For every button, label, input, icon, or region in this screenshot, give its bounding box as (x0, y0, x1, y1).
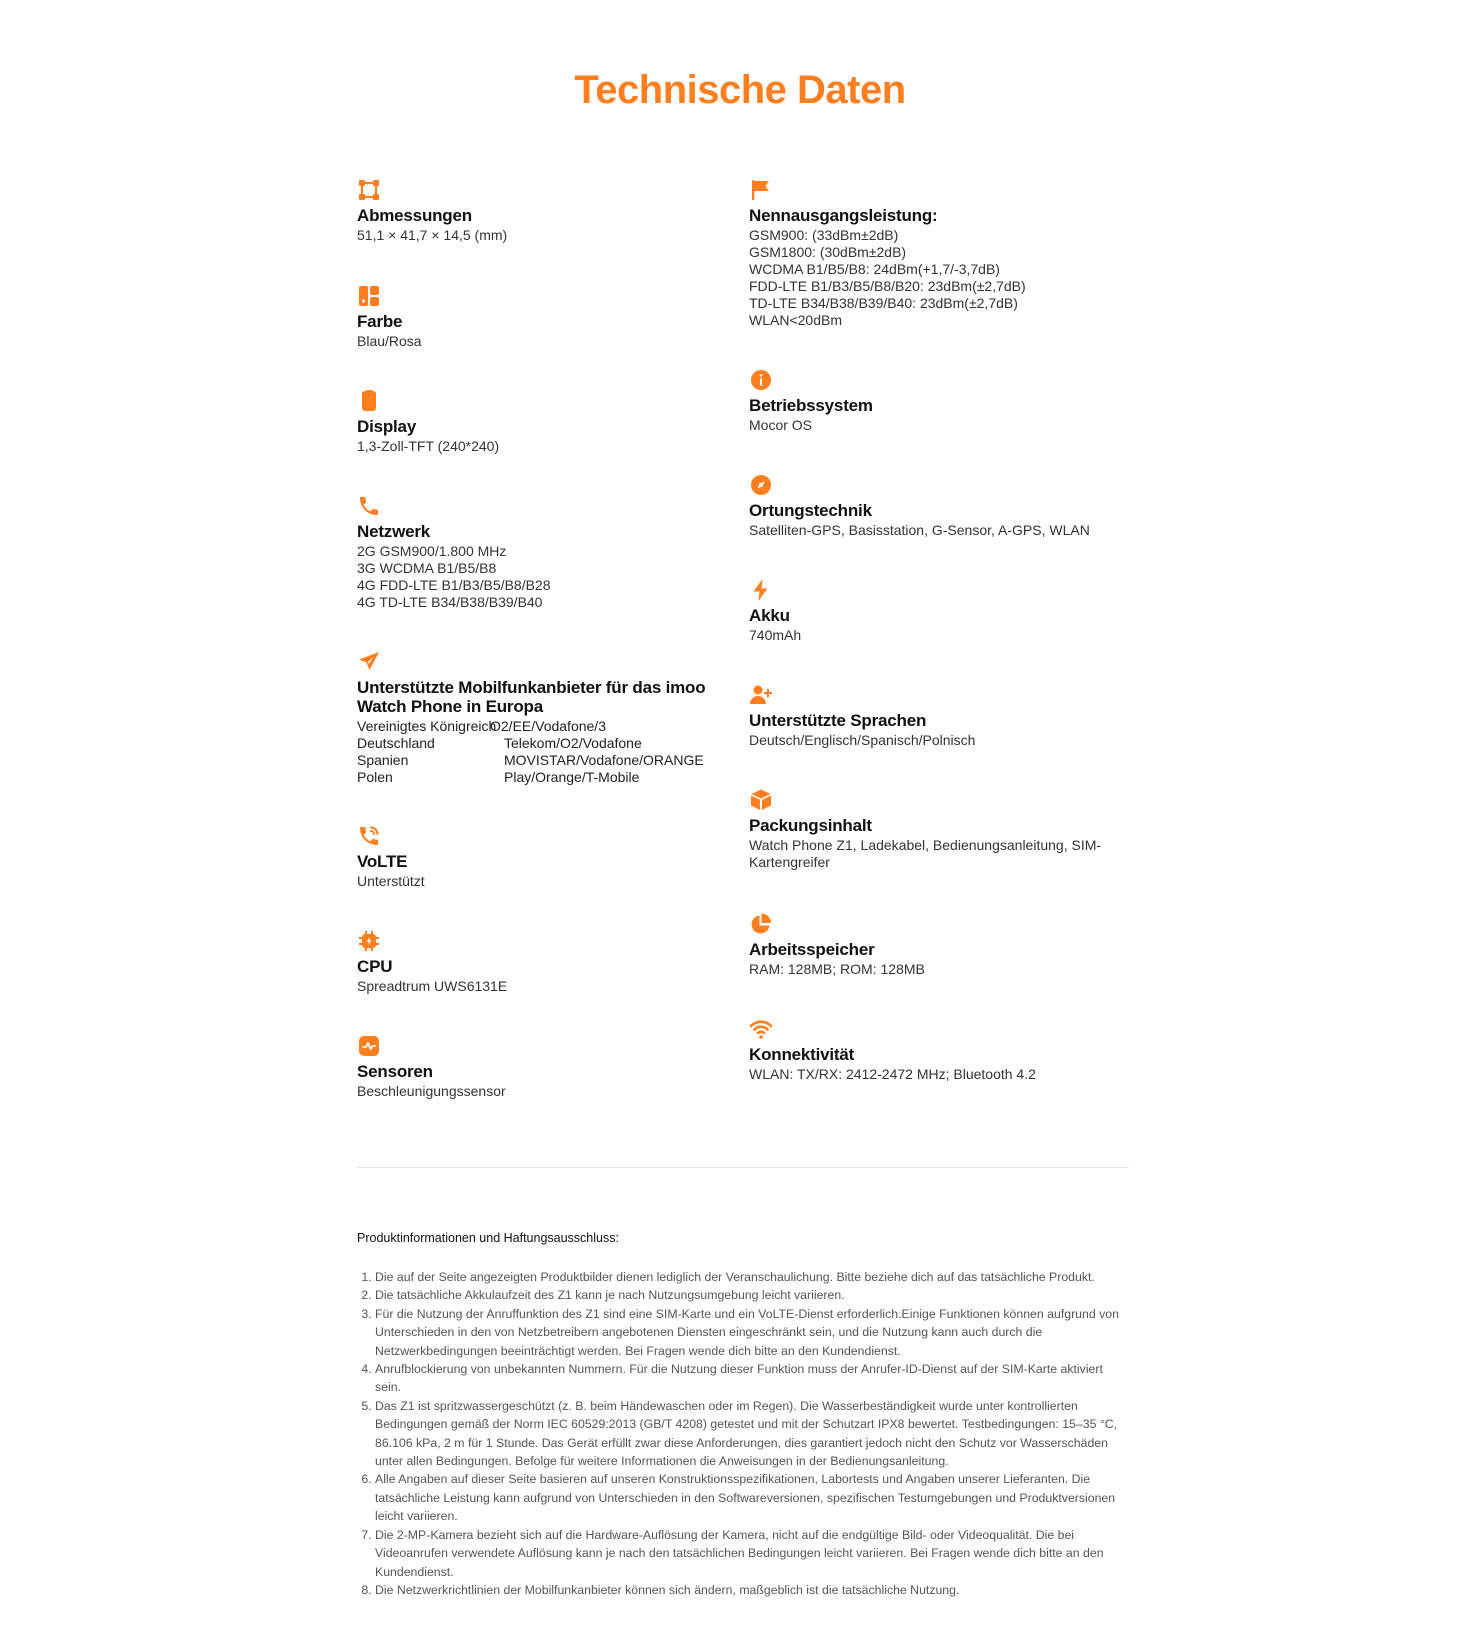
user-add-icon (749, 683, 773, 707)
spec-value-line: GSM900: (33dBm±2dB) (749, 227, 899, 243)
package-box-icon (749, 788, 773, 812)
spec-package (749, 788, 1129, 912)
pie-chart-icon (749, 912, 773, 936)
spec-connectivity (749, 1017, 1129, 1122)
spec-value (749, 961, 1129, 978)
spec-value (357, 1083, 737, 1100)
disclaimer-item: 6. Alle Angaben auf dieser Seite basieren auf unseren Konstruktionsspezifikationen, Labortests und Angaben unserer Lieferanten. Die tatsächliche Leistung kann aufgrund von Unterschieden in den Softwareversionen, spezifischen Testumgebungen und Produktversionen leicht variieren. (375, 1470, 1129, 1525)
spec-value (357, 333, 737, 350)
spec-value-line: 4G FDD-LTE B1/B3/B5/B8/B28 (357, 577, 551, 593)
spec-label: Abmessungen (357, 206, 472, 225)
spec-languages (749, 683, 1129, 788)
spec-value-line: 51,1 × 41,7 × 14,5 (mm) (357, 227, 508, 243)
spec-value-line: Unterstützt (357, 873, 425, 889)
spec-value-line: FDD-LTE B1/B3/B5/B8/B20: 23dBm(±2,7dB) (749, 278, 1026, 294)
spec-carriers (357, 650, 737, 824)
flag-icon (749, 178, 773, 202)
spec-display (357, 389, 737, 494)
spec-value (357, 227, 737, 244)
spec-location (749, 473, 1129, 578)
carrier-country: Deutschland (357, 735, 435, 751)
spec-value (749, 627, 1129, 644)
spec-value (749, 417, 1129, 434)
spec-battery (749, 578, 1129, 683)
spec-dimensions (357, 178, 737, 284)
spec-value-line: Mocor OS (749, 417, 813, 433)
spec-label: Konnektivität (749, 1045, 855, 1064)
carrier-providers: MOVISTAR/Vodafone/ORANGE (504, 752, 704, 768)
carrier-row (357, 769, 737, 786)
page-title: Technische Daten (574, 68, 906, 112)
spec-value-line: Beschleunigungssensor (357, 1083, 506, 1099)
carrier-country: Polen (357, 769, 393, 785)
compass-icon (749, 473, 773, 497)
spec-value-line: 4G TD-LTE B34/B38/B39/B40 (357, 594, 543, 610)
spec-value-line: Deutsch/Englisch/Spanisch/Polnisch (749, 732, 976, 748)
disclaimer-list (357, 1268, 1129, 1599)
spec-value-line: 1,3-Zoll-TFT (240*240) (357, 438, 500, 454)
spec-sensors (357, 1034, 737, 1139)
spec-memory (749, 912, 1129, 1017)
spec-label: Farbe (357, 312, 403, 331)
spec-label: Sensoren (357, 1062, 433, 1081)
spec-value (749, 1066, 1129, 1083)
dimensions-icon (357, 178, 381, 202)
spec-value (357, 438, 737, 455)
disclaimer-title: Produktinformationen und Haftungsausschluss: (357, 1231, 619, 1245)
carrier-providers: O2/EE/Vodafone/3 (490, 718, 606, 734)
spec-label: Ortungstechnik (749, 501, 872, 520)
carrier-table (357, 718, 737, 786)
carrier-country: Vereinigtes Königreich (357, 718, 497, 734)
disclaimer-item: 5. Das Z1 ist spritzwassergeschützt (z. B. beim Händewaschen oder im Regen). Die Wasserbeständigkeit wurde unter kontrollierten Bedingungen gemäß der Norm IEC 60529:2013 (GB/T 4208) getestet und mit der Schutzart IPX8 bewertet. Testbedingungen: 15–35 °C, 86.106 kPa, 2 m für 1 Stunde. Das Gerät erfüllt zwar diese Anforderungen, dies garantiert jedoch nicht den Schutz vor Wasserschäden unter allen Bedingungen. Befolge für weitere Informationen die Anweisungen in der Bedienungsanleitung. (375, 1397, 1129, 1471)
spec-label: Nennausgangsleistung: (749, 206, 938, 225)
spec-value-line: WLAN: TX/RX: 2412-2472 MHz; Bluetooth 4.2 (749, 1066, 1036, 1082)
cpu-chip-icon (357, 929, 381, 953)
spec-value-line: Spreadtrum UWS6131E (357, 978, 508, 994)
spec-value (749, 522, 1129, 539)
spec-label: VoLTE (357, 852, 408, 871)
phone-icon (357, 494, 381, 518)
spec-value-line: Blau/Rosa (357, 333, 422, 349)
spec-value-line: WLAN<20dBm (749, 312, 842, 328)
spec-label: Arbeitsspeicher (749, 940, 875, 959)
color-palette-icon (357, 284, 381, 308)
spec-value (357, 543, 737, 611)
carrier-row (357, 735, 737, 752)
info-icon (749, 368, 773, 392)
spec-label: Akku (749, 606, 790, 625)
spec-value-line: Satelliten-GPS, Basisstation, G-Sensor, A-GPS, WLAN (749, 522, 1090, 538)
spec-value (357, 873, 737, 890)
spec-value-line: TD-LTE B34/B38/B39/B40: 23dBm(±2,7dB) (749, 295, 1018, 311)
spec-value-line: Watch Phone Z1, Ladekabel, Bedienungsanleitung, SIM- (749, 837, 1102, 853)
spec-value (357, 978, 737, 995)
spec-label: Packungsinhalt (749, 816, 872, 835)
spec-os (749, 368, 1129, 473)
spec-value-line: 3G WCDMA B1/B5/B8 (357, 560, 497, 576)
spec-value (749, 227, 1129, 329)
spec-value (749, 732, 1129, 749)
spec-color (357, 284, 737, 389)
spec-cpu (357, 929, 737, 1034)
carrier-row (357, 752, 737, 769)
spec-value-line: Kartengreifer (749, 854, 830, 870)
spec-value-line: 2G GSM900/1.800 MHz (357, 543, 507, 559)
spec-output-power (749, 178, 1129, 368)
paper-plane-icon (357, 650, 381, 674)
carrier-country: Spanien (357, 752, 409, 768)
spec-value-line: GSM1800: (30dBm±2dB) (749, 244, 907, 260)
phone-call-icon (357, 824, 381, 848)
display-icon (357, 389, 381, 413)
spec-label: Unterstützte Sprachen (749, 711, 927, 730)
disclaimer-item: 7. Die 2-MP-Kamera bezieht sich auf die Hardware-Auflösung der Kamera, nicht auf die endgültige Bild- oder Videoqualität. Die bei Videoanrufen verwendete Auflösung kann je nach den tatsächlichen Bedingungen leicht variieren. Bei Fragen wende dich bitte an den Kundendienst. (375, 1526, 1129, 1581)
spec-label: CPU (357, 957, 393, 976)
disclaimer-item: 3. Für die Nutzung der Anruffunktion des Z1 sind eine SIM-Karte und ein VoLTE-Dienst erforderlich.Einige Funktionen können aufgrund von Unterschieden in den von Netzbetreibern angebotenen Diensten eingeschränkt sein, und die Nutzung kann auch durch die Netzwerkbedingungen beeinträchtigt werden. Bei Fragen wende dich bitte an den Kundendienst. (375, 1305, 1129, 1360)
disclaimer-item: 8. Die Netzwerkrichtlinien der Mobilfunkanbieter können sich ändern, maßgeblich ist die tatsächliche Nutzung. (375, 1581, 1129, 1599)
wifi-icon (749, 1017, 773, 1041)
disclaimer-item: 1. Die auf der Seite angezeigten Produktbilder dienen lediglich der Veranschaulichung. Bitte beziehe dich auf das tatsächliche Produkt. (375, 1268, 1129, 1286)
carrier-row (357, 718, 737, 735)
lightning-icon (749, 578, 773, 602)
spec-value (749, 837, 1129, 871)
spec-value-line: WCDMA B1/B5/B8: 24dBm(+1,7/-3,7dB) (749, 261, 1000, 277)
carrier-providers: Play/Orange/T-Mobile (504, 769, 640, 785)
spec-value-line: RAM: 128MB; ROM: 128MB (749, 961, 925, 977)
specs-right-column (749, 178, 1129, 1122)
spec-label: Unterstützte Mobilfunkanbieter für das imoo Watch Phone in Europa (357, 678, 706, 716)
disclaimer-item: 4. Anrufblockierung von unbekannten Nummern. Für die Nutzung dieser Funktion muss der Anrufer-ID-Dienst auf der SIM-Karte aktiviert sein. (375, 1360, 1129, 1397)
spec-label: Display (357, 417, 417, 436)
sensor-pulse-icon (357, 1034, 381, 1058)
spec-label: Betriebssystem (749, 396, 873, 415)
spec-label: Netzwerk (357, 522, 431, 541)
spec-network (357, 494, 737, 650)
spec-value-line: 740mAh (749, 627, 802, 643)
carrier-providers: Telekom/O2/Vodafone (504, 735, 642, 751)
section-divider (357, 1167, 1129, 1168)
disclaimer-item: 2. Die tatsächliche Akkulaufzeit des Z1 kann je nach Nutzungsumgebung leicht variieren. (375, 1286, 1129, 1304)
specs-left-column (357, 178, 737, 1139)
spec-volte (357, 824, 737, 929)
